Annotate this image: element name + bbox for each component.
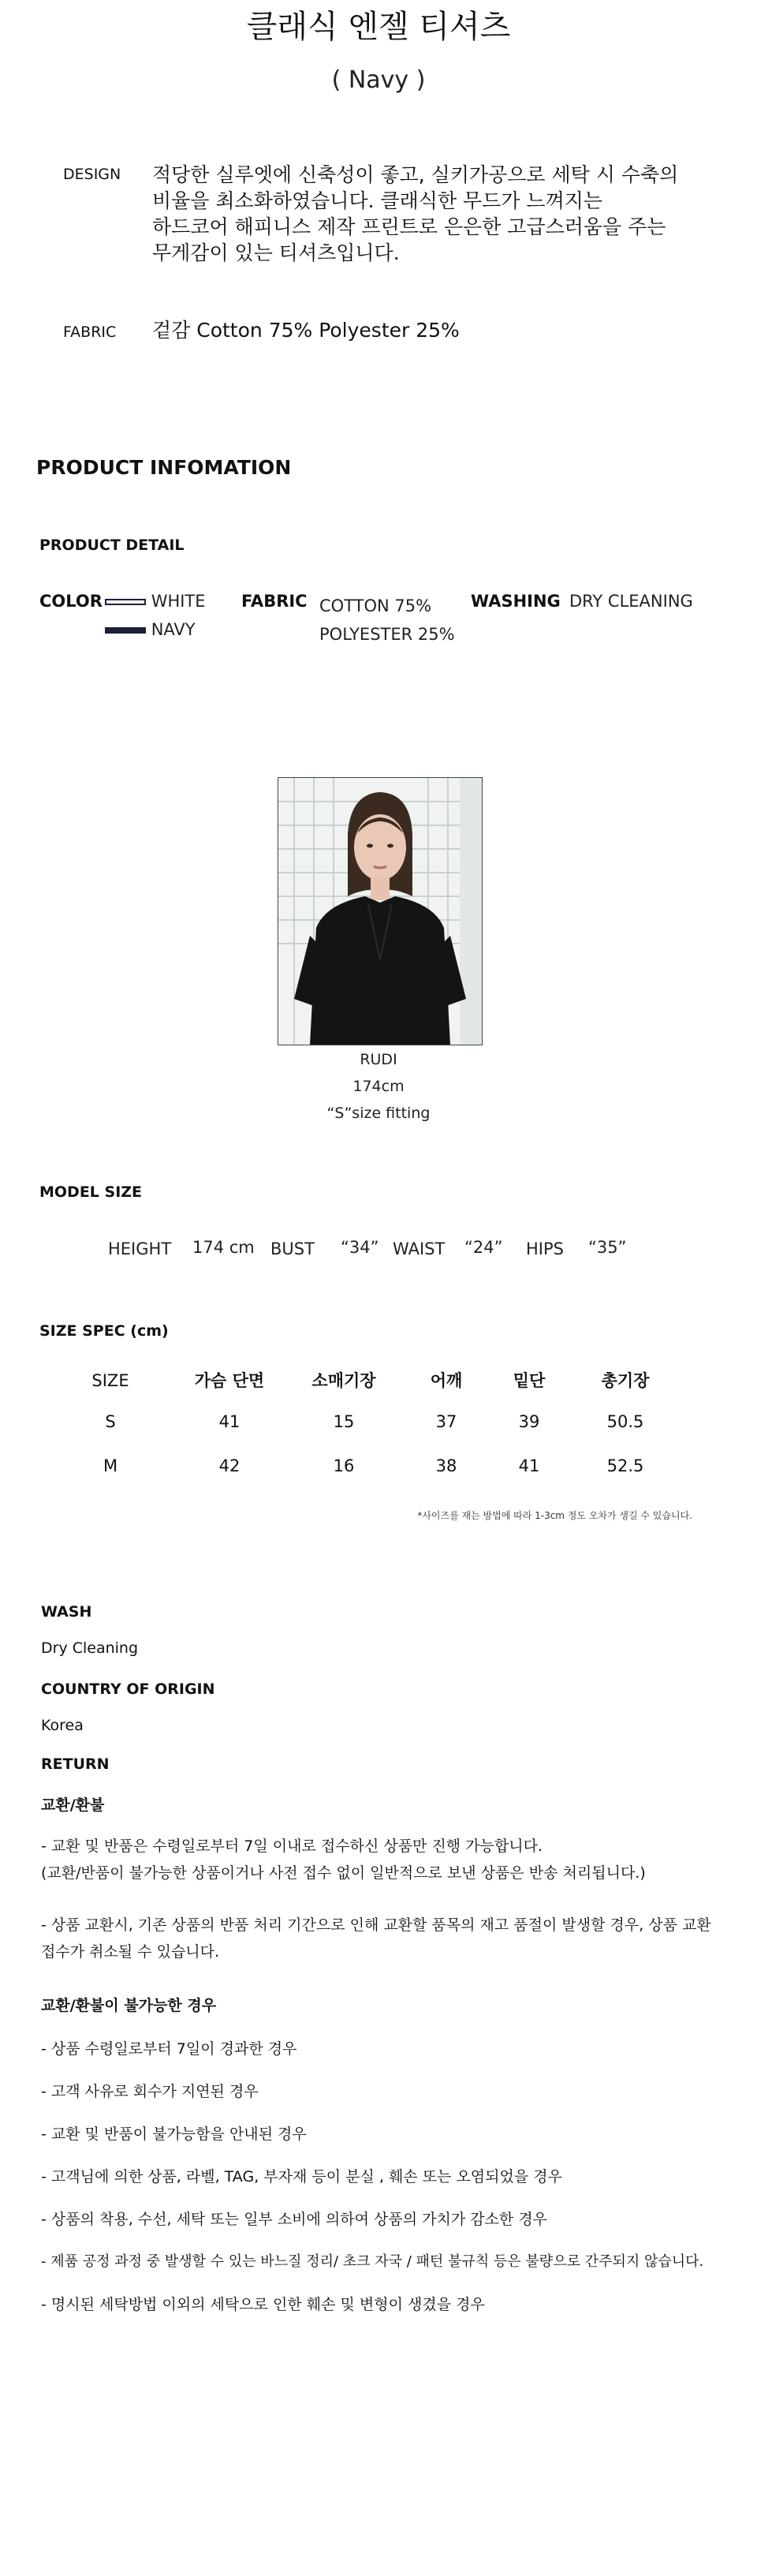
product-title: 클래식 엔젤 티셔츠 — [246, 9, 511, 45]
model-photo-illustration — [278, 778, 482, 1045]
no-exchange-heading: 교환/환불이 불가능한 경우 — [41, 1997, 217, 2014]
size-note: *사이즈를 재는 방법에 따라 1-3cm 정도 오차가 생길 수 있습니다. — [417, 1510, 692, 1521]
table-cell: 41 — [218, 1412, 241, 1431]
no-exchange-item: - 상품의 착용, 수선, 세탁 또는 일부 소비에 의하여 상품의 가치가 감소한 경우 — [41, 2211, 548, 2228]
table-cell: 38 — [435, 1456, 457, 1475]
model-height: 174cm — [352, 1078, 405, 1095]
color-label: COLOR — [39, 592, 103, 611]
origin-heading: COUNTRY OF ORIGIN — [41, 1681, 215, 1698]
table-cell: M — [103, 1456, 118, 1475]
table-cell: 37 — [435, 1412, 457, 1431]
no-exchange-item: - 교환 및 반품이 불가능함을 안내된 경우 — [41, 2125, 307, 2143]
table-cell: 52.5 — [606, 1456, 644, 1475]
design-line: 하드코어 해피니스 제작 프린트로 은은한 고급스러움을 주는 — [152, 215, 666, 238]
model-size-heading: MODEL SIZE — [39, 1183, 143, 1201]
table-cell: 39 — [518, 1412, 540, 1431]
fabric-line: POLYESTER 25% — [319, 625, 455, 644]
washing-value: DRY CLEANING — [569, 592, 693, 611]
table-cell: 42 — [218, 1456, 241, 1475]
product-detail-heading: PRODUCT DETAIL — [39, 537, 185, 554]
shoulder-col-header: 어깨 — [430, 1371, 463, 1390]
model-bust-value: “34” — [341, 1238, 379, 1257]
fabric-value: 겉감 Cotton 75% Polyester 25% — [152, 319, 460, 342]
size-spec-heading: SIZE SPEC (cm) — [39, 1322, 169, 1340]
table-cell: 16 — [333, 1456, 355, 1475]
chest-col-header: 가슴 단면 — [194, 1371, 265, 1390]
table-cell: 50.5 — [606, 1412, 644, 1431]
exchange-line: (교환/반품이 불가능한 상품이거나 사전 접수 없이 일반적으로 보낸 상품은 반송 처리됩니다.) — [41, 1864, 646, 1882]
wash-value: Dry Cleaning — [41, 1639, 139, 1657]
fabric-label: FABRIC — [63, 323, 117, 341]
wash-heading: WASH — [41, 1603, 92, 1621]
design-line: 무게감이 있는 티셔츠입니다. — [152, 241, 400, 264]
origin-value: Korea — [41, 1717, 84, 1734]
model-bust-label: BUST — [270, 1239, 315, 1258]
no-exchange-item: - 고객 사유로 회수가 지연된 경우 — [41, 2083, 259, 2100]
white-swatch — [105, 599, 146, 605]
fabric-line: COTTON 75% — [319, 596, 432, 615]
washing-label: WASHING — [471, 592, 561, 611]
size-col-header: SIZE — [91, 1371, 129, 1390]
sleeve-col-header: 소매기장 — [311, 1371, 376, 1390]
table-cell: S — [105, 1412, 116, 1431]
model-height-label: HEIGHT — [108, 1239, 172, 1258]
exchange-line: 접수가 취소될 수 있습니다. — [41, 1943, 220, 1961]
product-info-heading: PRODUCT INFOMATION — [36, 456, 292, 479]
no-exchange-item: - 명시된 세탁방법 이외의 세탁으로 인한 훼손 및 변형이 생겼을 경우 — [41, 2296, 485, 2313]
design-label: DESIGN — [63, 166, 121, 183]
fabric-detail-values — [319, 592, 455, 649]
model-photo — [278, 777, 483, 1045]
model-name: RUDI — [360, 1051, 397, 1068]
model-waist-value: “24” — [464, 1238, 503, 1257]
color-name: WHITE — [151, 592, 206, 611]
model-fitting: “S”size fitting — [326, 1105, 431, 1122]
length-col-header: 총기장 — [601, 1371, 650, 1390]
design-line: 적당한 실루엣에 신축성이 좋고, 실키가공으로 세탁 시 수축의 — [152, 163, 679, 186]
model-height-value: 174 cm — [192, 1238, 255, 1257]
color-option-navy — [105, 620, 196, 639]
design-description — [152, 162, 678, 266]
navy-swatch — [105, 627, 146, 634]
no-exchange-item: - 고객님에 의한 상품, 라벨, TAG, 부자재 등이 분실 , 훼손 또는 오염되었을 경우 — [41, 2168, 562, 2185]
product-color-name: ( Navy ) — [331, 66, 426, 94]
no-exchange-item: - 상품 수령일로부터 7일이 경과한 경우 — [41, 2040, 297, 2058]
model-waist-label: WAIST — [393, 1239, 446, 1258]
exchange-line: - 교환 및 반품은 수령일로부터 7일 이내로 접수하신 상품만 진행 가능합니다. — [41, 1838, 543, 1855]
fabric-detail-label: FABRIC — [241, 592, 308, 611]
exchange-line: - 상품 교환시, 기존 상품의 반품 처리 기간으로 인해 교환할 품목의 재고 품절이 발생할 경우, 상품 교환 — [41, 1916, 711, 1934]
hem-col-header: 밑단 — [513, 1371, 546, 1390]
exchange-heading: 교환/환불 — [41, 1796, 105, 1814]
color-option-white — [105, 592, 206, 611]
color-name: NAVY — [151, 620, 196, 639]
model-hips-value: “35” — [588, 1238, 627, 1257]
design-line: 비율을 최소화하였습니다. 클래식한 무드가 느껴지는 — [152, 189, 603, 212]
table-cell: 15 — [333, 1412, 355, 1431]
table-cell: 41 — [518, 1456, 540, 1475]
model-hips-label: HIPS — [526, 1239, 564, 1258]
no-exchange-item: - 제품 공정 과정 중 발생할 수 있는 바느질 정리/ 초크 자국 / 패턴 불규칙 등은 불량으로 간주되지 않습니다. — [41, 2253, 704, 2270]
return-heading: RETURN — [41, 1755, 110, 1773]
